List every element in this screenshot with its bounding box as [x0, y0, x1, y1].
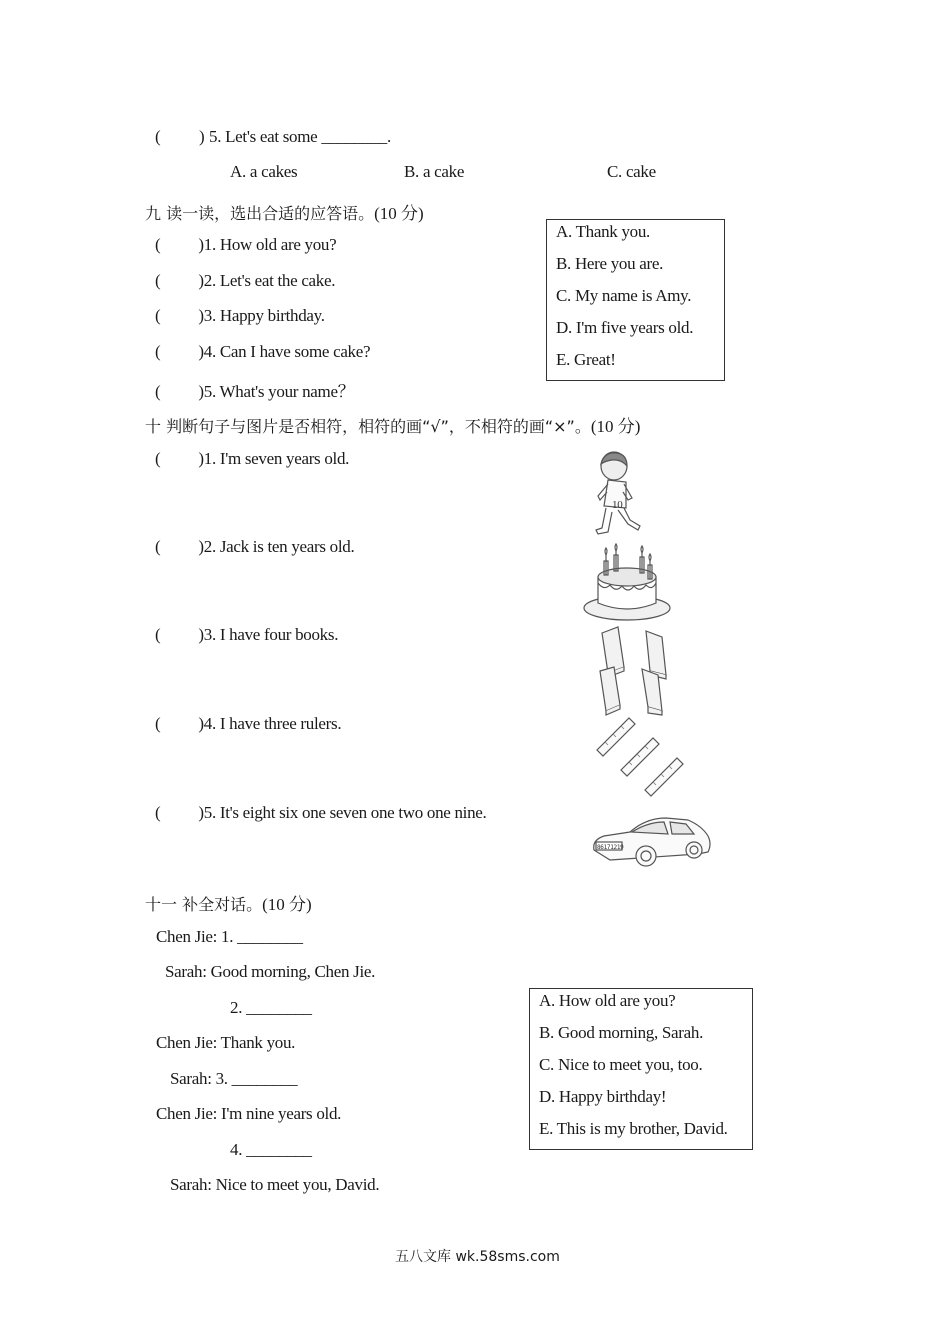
- paren-close: ): [198, 803, 204, 822]
- s9-q1-text: 1. How old are you?: [203, 235, 337, 254]
- section10-title-text: 十 判断句子与图片是否相符，相符的画“√”，不相符的画“×”。: [145, 417, 591, 436]
- s10-q5: [155, 803, 487, 823]
- s9-q3: [155, 306, 325, 326]
- s9-q5-text: 5. What's your name？: [203, 382, 355, 401]
- paren-open: (: [155, 449, 161, 468]
- paren-open: (: [155, 714, 161, 733]
- dialogue-line-3: 2. ________: [230, 998, 312, 1017]
- s9-q2: [155, 271, 335, 291]
- footer-watermark: 五八文库 wk.58sms.com: [395, 1249, 560, 1265]
- s9-q4-text: 4. Can I have some cake?: [203, 342, 371, 361]
- dialogue-line-4: Chen Jie: Thank you.: [156, 1033, 296, 1052]
- s9-q2-text: 2. Let's eat the cake.: [203, 271, 336, 290]
- cake-icon: [582, 547, 672, 622]
- dialogue-line-2: Sarah: Good morning, Chen Jie.: [165, 962, 376, 981]
- option-a[interactable]: A. a cakes: [230, 162, 298, 181]
- s11-choice-b: B. Good morning, Sarah.: [539, 1023, 704, 1042]
- paren-open: (: [155, 382, 161, 401]
- s9-choice-d: D. I'm five years old.: [556, 318, 694, 337]
- paren-open: (: [155, 306, 161, 325]
- dialogue-line-7: 4. ________: [230, 1140, 312, 1159]
- dialogue-line-5: Sarah: 3. ________: [170, 1069, 298, 1088]
- s10-q5-text: 5. It's eight six one seven one two one nine.: [203, 803, 487, 822]
- section10-title: [145, 412, 640, 437]
- section9-points: (10 分): [374, 204, 424, 223]
- section11-title-text: 十一 补全对话。: [145, 895, 263, 914]
- s10-q4-text: 4. I have three rulers.: [203, 714, 342, 733]
- q5-text: 5. Let's eat some ________.: [209, 127, 391, 146]
- section11-points: (10 分): [262, 895, 312, 914]
- section9-title-text: 九 读一读，选出合适的应答语。: [145, 204, 375, 223]
- s10-q2: [155, 537, 354, 557]
- option-b[interactable]: B. a cake: [404, 162, 465, 181]
- s11-choice-e: E. This is my brother, David.: [539, 1119, 728, 1138]
- dialogue-line-6: Chen Jie: I'm nine years old.: [156, 1104, 342, 1123]
- s9-choice-b: B. Here you are.: [556, 254, 664, 273]
- q5-close-paren: ): [199, 127, 205, 146]
- paren-close: ): [198, 342, 204, 361]
- section10-points: (10 分): [590, 417, 641, 436]
- paren-close: ): [198, 306, 204, 325]
- s9-q4: [155, 342, 370, 362]
- option-c[interactable]: C. cake: [607, 162, 656, 181]
- s10-q1: [155, 449, 349, 469]
- jersey-number: 10: [612, 499, 623, 511]
- s10-q2-text: 2. Jack is ten years old.: [203, 537, 355, 556]
- paren-close: ): [198, 271, 204, 290]
- paren-open: (: [155, 271, 161, 290]
- books-icon: [596, 625, 676, 717]
- car-icon: [590, 814, 714, 872]
- section9-title: [145, 199, 424, 224]
- s10-q1-text: 1. I'm seven years old.: [203, 449, 350, 468]
- dialogue-line-1: Chen Jie: 1. ________: [156, 927, 303, 946]
- dialogue-line-8: Sarah: Nice to meet you, David.: [170, 1175, 380, 1194]
- s9-q3-text: 3. Happy birthday.: [203, 306, 325, 325]
- s9-choice-e: E. Great!: [556, 350, 616, 369]
- s10-q3-text: 3. I have four books.: [203, 625, 339, 644]
- license-plate: 86171219: [597, 844, 624, 851]
- q5-open-paren: (: [155, 127, 161, 146]
- paren-open: (: [155, 537, 161, 556]
- paren-open: (: [155, 803, 161, 822]
- paren-open: (: [155, 625, 161, 644]
- paren-open: (: [155, 342, 161, 361]
- paren-close: ): [198, 625, 204, 644]
- s10-q4: [155, 714, 341, 734]
- s9-q1: [155, 235, 336, 255]
- s9-choice-a: A. Thank you.: [556, 222, 650, 241]
- rulers-icon: [595, 716, 687, 798]
- section11-choices-box: [529, 988, 753, 1150]
- s11-choice-a: A. How old are you?: [539, 991, 676, 1010]
- paren-close: ): [198, 382, 204, 401]
- s9-choice-c: C. My name is Amy.: [556, 286, 692, 305]
- s11-choice-c: C. Nice to meet you, too.: [539, 1055, 703, 1074]
- paren-close: ): [198, 714, 204, 733]
- s11-choice-d: D. Happy birthday!: [539, 1087, 667, 1106]
- paren-close: ): [198, 537, 204, 556]
- paren-close: ): [198, 449, 204, 468]
- section9-choices-box: [546, 219, 725, 381]
- s9-q5: [155, 377, 354, 402]
- s10-q3: [155, 625, 338, 645]
- section11-title: [145, 890, 312, 915]
- paren-close: ): [198, 235, 204, 254]
- boy-icon: [588, 450, 648, 550]
- paren-open: (: [155, 235, 161, 254]
